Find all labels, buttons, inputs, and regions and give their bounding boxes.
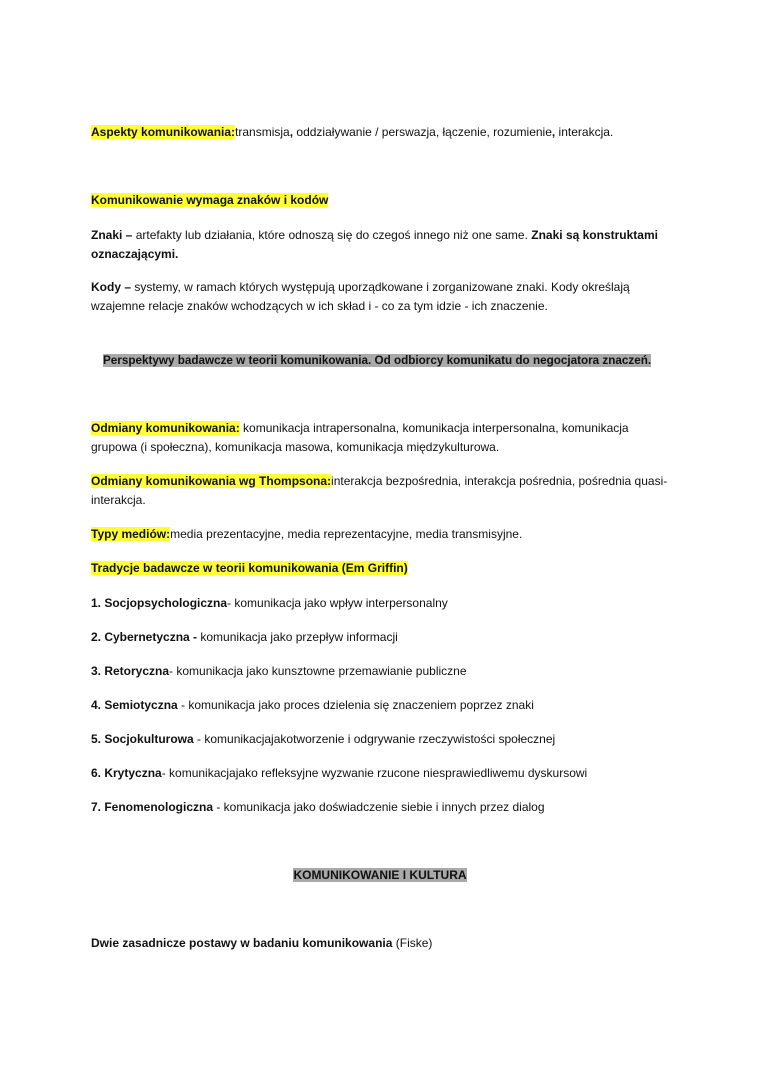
- tradycja-text: komunikacja jako przepływ informacji: [197, 630, 398, 644]
- tradycje-heading: Tradycje badawcze w teorii komunikowania (Em Griffin): [91, 561, 408, 575]
- perspektywy-paragraph: [103, 351, 663, 370]
- tradycja-term: 1. Socjopsychologiczna: [91, 596, 228, 610]
- znaki-paragraph: [91, 226, 676, 264]
- tradycja-term: 6. Krytyczna: [91, 766, 162, 780]
- typy-text: media prezentacyjne, media reprezentacyjne, media transmisyjne.: [170, 527, 523, 541]
- aspekty-paragraph: [91, 123, 676, 142]
- list-item: [91, 730, 676, 749]
- tradycja-text: - komunikacja jako proces dzielenia się znaczeniem poprzez znaki: [177, 698, 534, 712]
- aspekty-text-b: oddziaływanie / perswazja, łączenie, rozumienie: [293, 125, 552, 139]
- list-item: [91, 662, 676, 681]
- list-item: [91, 798, 676, 817]
- tradycja-text: - komunikacja jako kunsztowne przemawianie publiczne: [169, 664, 467, 678]
- kultura-heading: KOMUNIKOWANIE I KULTURA: [293, 868, 467, 882]
- perspektywy-heading: Perspektywy badawcze w teorii komunikowania. Od odbiorcy komunikatu do negocjatora znaczeń.: [103, 354, 652, 367]
- list-item: [91, 696, 676, 715]
- postawy-paragraph: [91, 934, 676, 953]
- thompson-label: Odmiany komunikowania wg Thompsona:: [91, 474, 332, 488]
- aspekty-text-c: interakcja.: [555, 125, 614, 139]
- tradycja-text: - komunikacjajako refleksyjne wyzwanie rzucone niesprawiedliwemu dyskursowi: [161, 766, 588, 780]
- znaki-bold: Znaki są konstruktami oznaczającymi.: [91, 228, 658, 261]
- typy-label: Typy mediów:: [91, 527, 171, 541]
- odmiany-paragraph: [91, 419, 676, 457]
- kody-term: Kody –: [91, 280, 132, 294]
- znaki-term: Znaki –: [91, 228, 133, 242]
- tradycje-paragraph: [91, 559, 676, 578]
- tradycja-text: - komunikacjajakotworzenie i odgrywanie rzeczywistości społecznej: [193, 732, 556, 746]
- tradycja-term: 2. Cybernetyczna -: [91, 630, 198, 644]
- tradycja-text: - komunikacja jako doświadczenie siebie i innych przez dialog: [213, 800, 545, 814]
- tradycja-text: - komunikacja jako wpływ interpersonalny: [227, 596, 448, 610]
- tradycja-term: 5. Socjokulturowa: [91, 732, 194, 746]
- aspekty-comma-1: ,: [289, 125, 294, 139]
- tradycja-term: 7. Fenomenologiczna: [91, 800, 214, 814]
- aspekty-text-a: transmisja: [235, 125, 290, 139]
- tradycja-term: 4. Semiotyczna: [91, 698, 178, 712]
- thompson-text: interakcja bezpośrednia, interakcja pośrednia, pośrednia quasi-interakcja.: [91, 474, 668, 507]
- tradycja-term: 3. Retoryczna: [91, 664, 170, 678]
- kody-paragraph: [91, 278, 676, 316]
- list-item: [91, 594, 676, 613]
- aspekty-label: Aspekty komunikowania:: [91, 125, 236, 139]
- postawy-bold: Dwie zasadnicze postawy w badaniu komunikowania: [91, 936, 393, 950]
- typy-paragraph: [91, 525, 676, 544]
- znaki-text: artefakty lub działania, które odnoszą się do czegoś innego niż one same.: [132, 228, 532, 242]
- list-item: [91, 764, 676, 783]
- kultura-paragraph: [0, 866, 760, 885]
- list-item: [91, 628, 676, 647]
- wymaga-heading: Komunikowanie wymaga znaków i kodów: [91, 193, 329, 207]
- wymaga-paragraph: [91, 191, 676, 210]
- kody-text: systemy, w ramach których występują uporządkowane i zorganizowane znaki. Kody określają wzajemne relacje znaków wchodzących w ich skład i - co za tym idzie - ich znaczenie.: [91, 280, 630, 313]
- aspekty-comma-2: ,: [551, 125, 556, 139]
- odmiany-label: Odmiany komunikowania:: [91, 421, 240, 435]
- thompson-paragraph: [91, 472, 676, 510]
- postawy-text: (Fiske): [392, 936, 433, 950]
- odmiany-text: komunikacja intrapersonalna, komunikacja interpersonalna, komunikacja grupowa (i społeczna), komunikacja masowa, komunikacja międzykulturowa.: [91, 421, 629, 454]
